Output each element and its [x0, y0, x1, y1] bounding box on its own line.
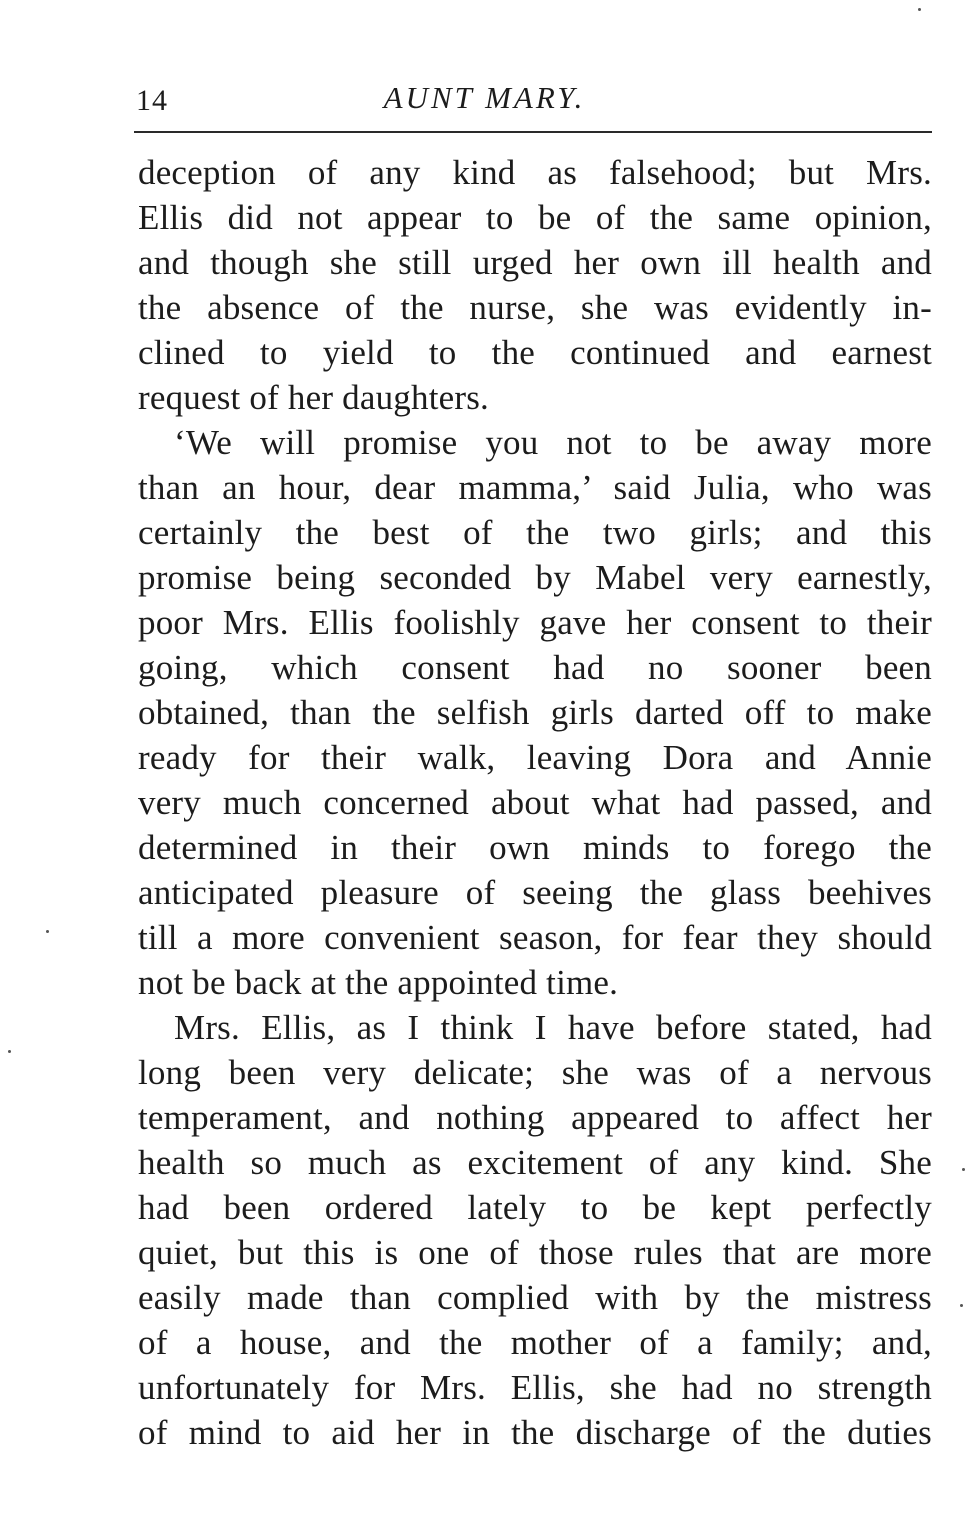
text-line: going, which consent had no sooner been	[138, 648, 932, 687]
scan-speck	[918, 8, 921, 11]
paragraph-2	[138, 420, 932, 1005]
text-line: health so much as excitement of any kind. She	[138, 1143, 932, 1182]
text-line: obtained, than the selfish girls darted off to make	[138, 693, 932, 732]
text-line: promise being seconded by Mabel very earnestly,	[138, 558, 932, 597]
text-line: certainly the best of the two girls; and this	[138, 513, 932, 552]
scan-speck	[962, 1168, 965, 1171]
text-line: deception of any kind as falsehood; but Mrs.	[138, 153, 932, 192]
text-line: till a more convenient season, for fear they should	[138, 918, 932, 957]
header-rule	[134, 131, 932, 133]
text-line: Ellis did not appear to be of the same opinion,	[138, 198, 932, 237]
text-line: not be back at the appointed time.	[138, 963, 619, 1002]
text-line: of mind to aid her in the discharge of the duties	[138, 1413, 932, 1452]
text-line: easily made than complied with by the mistress	[138, 1278, 932, 1317]
text-line: and though she still urged her own ill health and	[138, 243, 932, 282]
text-line: long been very delicate; she was of a nervous	[138, 1053, 932, 1092]
text-line: had been ordered lately to be kept perfectly	[138, 1188, 932, 1227]
text-line: of a house, and the mother of a family; and,	[138, 1323, 932, 1362]
text-line: clined to yield to the continued and earnest	[138, 333, 932, 372]
text-line: determined in their own minds to forego the	[138, 828, 932, 867]
text-line: Mrs. Ellis, as I think I have before stated, had	[174, 1008, 932, 1047]
text-line: poor Mrs. Ellis foolishly gave her consent to their	[138, 603, 932, 642]
text-line: than an hour, dear mamma,’ said Julia, who was	[138, 468, 932, 507]
text-line: very much concerned about what had passed, and	[138, 783, 932, 822]
body-text	[138, 150, 932, 1455]
text-line: ready for their walk, leaving Dora and Annie	[138, 738, 932, 777]
text-line: temperament, and nothing appeared to affect her	[138, 1098, 932, 1137]
scan-speck	[46, 930, 49, 933]
scan-speck	[960, 1304, 963, 1307]
text-line: the absence of the nurse, she was evidently in-	[138, 288, 932, 327]
paragraph-1	[138, 150, 932, 420]
paragraph-3	[138, 1005, 932, 1455]
scan-speck	[8, 1050, 11, 1053]
text-line: ‘We will promise you not to be away more	[174, 423, 932, 462]
text-line: quiet, but this is one of those rules that are more	[138, 1233, 932, 1272]
text-line: anticipated pleasure of seeing the glass beehives	[138, 873, 932, 912]
text-line: unfortunately for Mrs. Ellis, she had no strength	[138, 1368, 932, 1407]
text-line: request of her daughters.	[138, 378, 489, 417]
page-number: 14	[136, 84, 168, 117]
running-title: AUNT MARY.	[383, 80, 586, 115]
